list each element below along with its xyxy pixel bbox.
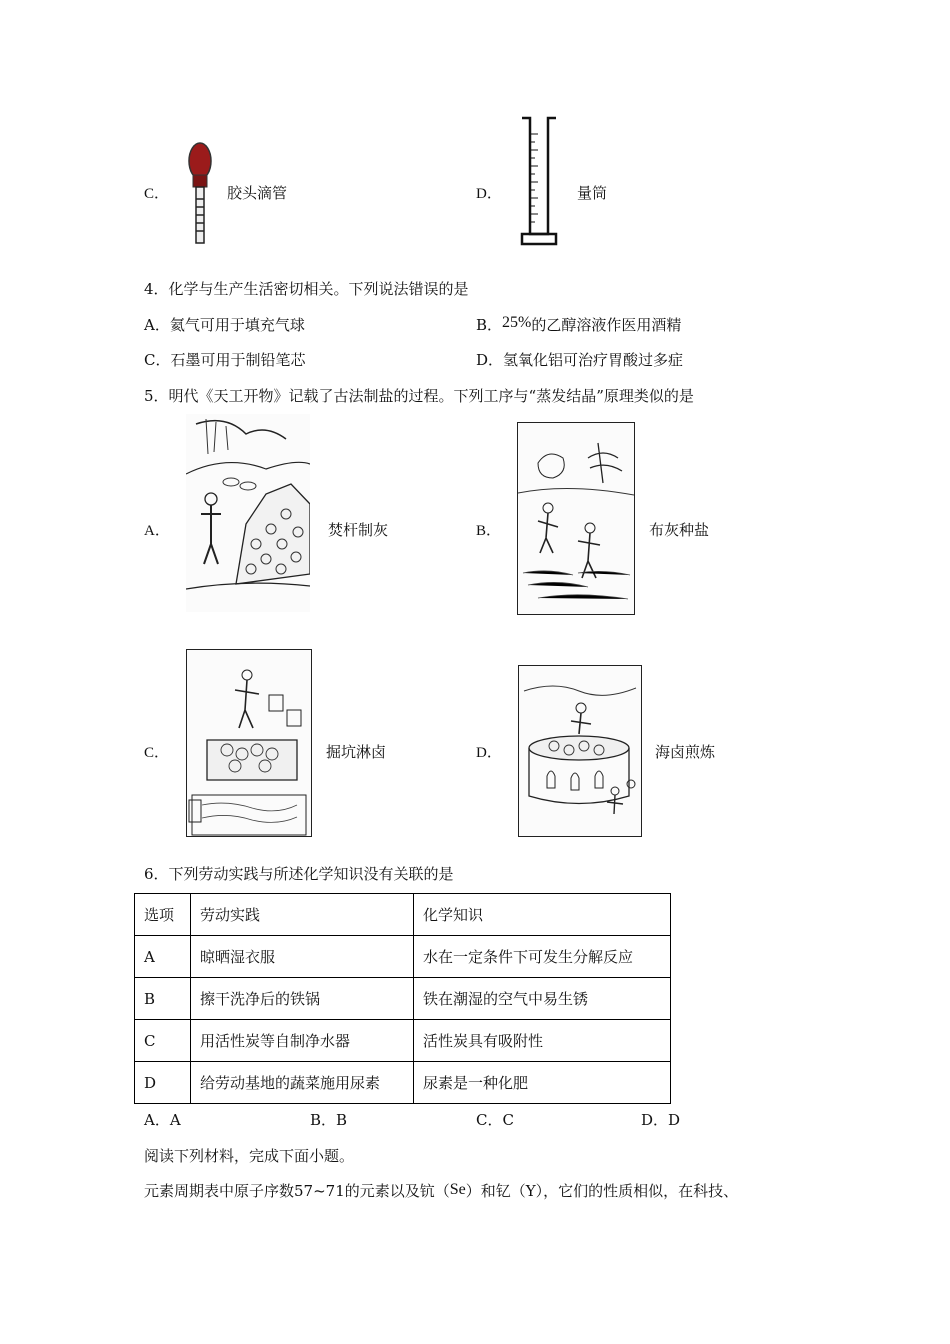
table-cell: B: [135, 978, 191, 1020]
q4-option-b-value: 25%: [502, 314, 532, 331]
q3-option-d-text: 量筒: [577, 184, 608, 202]
table-cell: 用活性炭等自制净水器: [191, 1020, 414, 1062]
passage-line: [144, 1180, 738, 1201]
table-cell: 水在一定条件下可发生分解反应: [414, 936, 671, 978]
q4-option-a: A．氦气可用于填充气球: [144, 316, 305, 334]
q4-option-d: D．氢氧化铝可治疗胃酸过多症: [476, 351, 684, 369]
q5-option-b-text: 布灰种盐: [649, 521, 710, 539]
table-row: [135, 1020, 671, 1062]
q6-options-table: [134, 893, 671, 1104]
table-cell: 尿素是一种化肥: [414, 1062, 671, 1104]
element-symbol-sc: Se: [449, 1181, 466, 1198]
table-cell: 晾晒湿衣服: [191, 936, 414, 978]
q6-choice-c: C．C: [476, 1111, 514, 1129]
q4-stem: 4．化学与生产生活密切相关。下列说法错误的是: [144, 280, 469, 298]
q4-option-c: C．石墨可用于制铅笔芯: [144, 351, 306, 369]
passage-line-mid: ）和钇（Y），它们的性质相似，在科技、: [465, 1182, 739, 1200]
passage-intro: 阅读下列材料，完成下面小题。: [144, 1147, 355, 1165]
dropper-image: [186, 141, 216, 251]
q3-option-c-letter: C．: [144, 186, 170, 202]
table-row: [135, 1062, 671, 1104]
q5-option-a-text: 焚杆制灰: [328, 521, 389, 539]
spreading-ash-woodcut: [517, 422, 635, 615]
table-cell: C: [135, 1020, 191, 1062]
table-row: [135, 978, 671, 1020]
burning-stalks-woodcut: [186, 414, 310, 612]
passage-line-pre: 元素周期表中原子序数57~71的元素以及钪（: [144, 1182, 450, 1200]
q4-option-b-letter: B．: [476, 316, 503, 334]
q5-option-a-letter: A．: [144, 523, 170, 539]
boiling-brine-woodcut: [518, 665, 642, 837]
q3-option-d-letter: D．: [476, 186, 502, 202]
table-cell: A: [135, 936, 191, 978]
q5-option-c-letter: C．: [144, 745, 170, 761]
table-header-row: [135, 894, 671, 936]
graduated-cylinder-image: [518, 114, 560, 252]
table-cell: 活性炭具有吸附性: [414, 1020, 671, 1062]
table-cell: 擦干洗净后的铁锅: [191, 978, 414, 1020]
q6-choice-d: D．D: [641, 1111, 681, 1129]
q3-option-c-text: 胶头滴管: [227, 184, 288, 202]
q4-option-b: [476, 314, 681, 335]
q5-stem: 5．明代《天工开物》记载了古法制盐的过程。下列工序与“蒸发结晶”原理类似的是: [144, 387, 694, 405]
q4-option-b-text: 的乙醇溶液作医用酒精: [531, 316, 682, 334]
table-header-cell: 选项: [135, 894, 191, 936]
table-cell: 铁在潮湿的空气中易生锈: [414, 978, 671, 1020]
q6-choice-a: A．A: [144, 1111, 181, 1129]
q6-choice-b: B．B: [310, 1111, 348, 1129]
q5-option-c-text: 掘坑淋卤: [326, 743, 387, 761]
table-header-cell: 劳动实践: [191, 894, 414, 936]
table-row: [135, 936, 671, 978]
table-cell: D: [135, 1062, 191, 1104]
q5-option-b-letter: B．: [476, 523, 502, 539]
digging-pit-brine-woodcut: [186, 649, 312, 837]
table-header-cell: 化学知识: [414, 894, 671, 936]
q6-stem: 6．下列劳动实践与所述化学知识没有关联的是: [144, 865, 454, 883]
table-cell: 给劳动基地的蔬菜施用尿素: [191, 1062, 414, 1104]
q5-option-d-letter: D．: [476, 745, 502, 761]
q5-option-d-text: 海卤煎炼: [655, 743, 716, 761]
